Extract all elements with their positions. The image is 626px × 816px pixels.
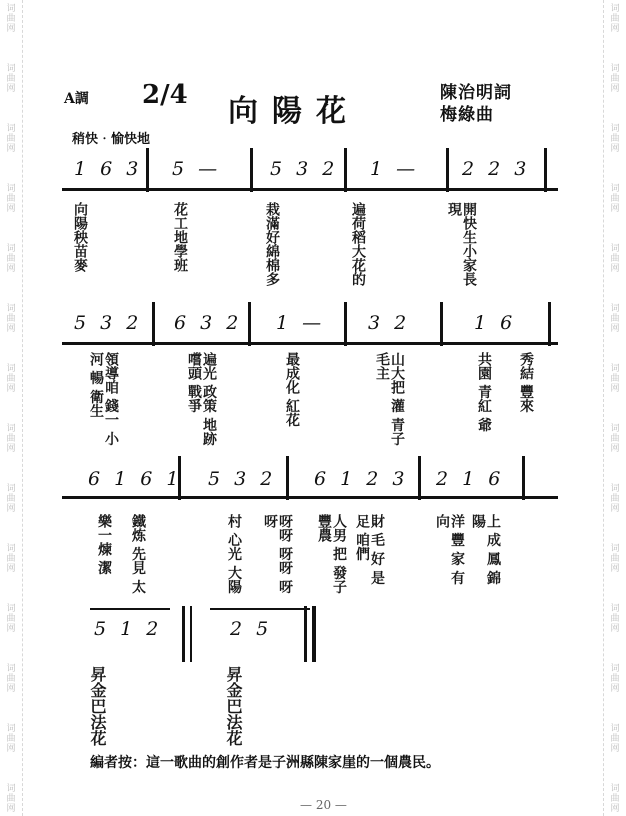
lyric-column: 鐵炼 先見 太 (130, 514, 146, 594)
watermark-char: 词 (6, 184, 16, 194)
watermark-char: 曲 (610, 614, 620, 624)
notes-measure: 1 — (370, 158, 420, 180)
watermark-group (604, 120, 626, 180)
watermark-char: 曲 (610, 434, 620, 444)
watermark-char: 曲 (610, 254, 620, 264)
watermark-char: 词 (610, 724, 620, 734)
watermark-char: 网 (610, 504, 620, 514)
watermark-char: 曲 (6, 374, 16, 384)
watermark-char: 词 (6, 724, 16, 734)
volta-bracket (210, 608, 310, 610)
watermark-char: 曲 (610, 14, 620, 24)
notes-measure: 1 6 3 (74, 158, 143, 180)
watermark-char: 网 (6, 504, 16, 514)
watermark-char: 曲 (6, 554, 16, 564)
watermark-char: 词 (6, 484, 16, 494)
lyric-column: 遍荷稻大花的 (350, 202, 366, 286)
page-number: — 20 — (300, 798, 347, 812)
watermark-char: 曲 (6, 14, 16, 24)
lyric-column: 最成化 紅花 (284, 352, 300, 427)
key-signature: A調 (64, 91, 89, 107)
lyric-column: 領導咱 錢一 小河 暢 衛生 (88, 352, 119, 446)
barline (286, 456, 289, 500)
watermark-char: 网 (610, 564, 620, 574)
barline (344, 302, 347, 346)
watermark-char: 词 (610, 484, 620, 494)
watermark-char: 词 (6, 604, 16, 614)
watermark-char: 曲 (610, 194, 620, 204)
watermark-char: 词 (6, 364, 16, 374)
watermark-char: 曲 (610, 554, 620, 564)
watermark-char: 网 (6, 324, 16, 334)
watermark-char: 网 (6, 684, 16, 694)
barline (312, 606, 316, 662)
barline (522, 456, 525, 500)
barline (250, 148, 253, 192)
watermark-group (0, 120, 22, 180)
watermark-char: 网 (610, 804, 620, 814)
lyric-column: 樂一煉 潔 (96, 514, 112, 575)
song-title: 向陽花 (228, 94, 360, 129)
barline (248, 302, 251, 346)
watermark-char: 网 (6, 564, 16, 574)
tempo-marking: 稍快‧愉快地 (72, 132, 151, 147)
notes-measure: 5 3 2 (270, 158, 339, 180)
watermark-group (0, 780, 22, 816)
notes-measure: 2 5 (230, 618, 273, 640)
notation-row-3 (62, 456, 558, 499)
watermark-group (604, 180, 626, 240)
watermark-group (0, 300, 22, 360)
lyric-column: 栽滿好綿棉多 (264, 202, 280, 286)
watermark-char: 网 (610, 84, 620, 94)
watermark-char: 网 (610, 624, 620, 634)
watermark-char: 词 (6, 244, 16, 254)
watermark-char: 网 (610, 324, 620, 334)
watermark-char: 词 (610, 304, 620, 314)
notation-row-2 (62, 302, 558, 345)
watermark-char: 曲 (6, 74, 16, 84)
watermark-group (0, 660, 22, 720)
notes-measure: 5 3 2 (208, 468, 277, 490)
notes-measure: 2 2 3 (462, 158, 531, 180)
watermark-char: 网 (610, 24, 620, 34)
watermark-char: 曲 (6, 314, 16, 324)
watermark-char: 曲 (610, 134, 620, 144)
barline (544, 148, 547, 192)
lyric-column: 開快生小家長現 (446, 202, 477, 286)
watermark-char: 曲 (610, 494, 620, 504)
watermark-char: 词 (610, 64, 620, 74)
watermark-char: 曲 (610, 314, 620, 324)
notes-measure: 6 1 2 3 (314, 468, 409, 490)
barline (182, 606, 185, 662)
time-signature: 2/4 (142, 80, 188, 110)
watermark-char: 网 (610, 684, 620, 694)
notes-measure: 5 3 2 (74, 312, 143, 334)
watermark-char: 曲 (610, 674, 620, 684)
composer-credit: 梅綠曲 (440, 105, 494, 125)
barline (418, 456, 421, 500)
lyric-column: 花工地學班 (172, 202, 188, 272)
watermark-group (0, 360, 22, 420)
volta-bracket (90, 608, 170, 610)
watermark-group (604, 780, 626, 816)
watermark-char: 词 (6, 64, 16, 74)
lyric-column: 山大把 灌 青子 毛主 (374, 352, 405, 446)
watermark-char: 曲 (6, 794, 16, 804)
watermark-char: 词 (610, 4, 620, 14)
watermark-group (604, 420, 626, 480)
watermark-char: 曲 (6, 674, 16, 684)
lyric-column: 昇金巴法花 (88, 666, 107, 746)
watermark-char: 网 (6, 204, 16, 214)
watermark-char: 曲 (610, 794, 620, 804)
watermark-char: 词 (6, 424, 16, 434)
watermark-char: 词 (610, 604, 620, 614)
watermark-char: 词 (6, 124, 16, 134)
notes-measure: 6 1 6 1 (88, 468, 183, 490)
watermark-group (604, 540, 626, 600)
watermark-char: 曲 (6, 734, 16, 744)
watermark-group (604, 60, 626, 120)
watermark-char: 词 (6, 544, 16, 554)
editor-note: 編者按：這一歌曲的創作者是子洲縣陳家崖的一個農民。 (90, 755, 440, 771)
watermark-group (0, 600, 22, 660)
lyric-column: 向陽秧苗麥 (72, 202, 88, 272)
notes-measure: 2 1 6 (436, 468, 505, 490)
barline (548, 302, 551, 346)
watermark-char: 词 (610, 184, 620, 194)
lyric-column: 遍光 政策 地跡 嚐頭 戰爭 (186, 352, 217, 446)
watermark-char: 网 (610, 264, 620, 274)
watermark-char: 词 (610, 784, 620, 794)
watermark-char: 词 (610, 664, 620, 674)
watermark-group (0, 420, 22, 480)
watermark-char: 网 (6, 384, 16, 394)
watermark-char: 网 (610, 384, 620, 394)
watermark-char: 网 (6, 24, 16, 34)
barline (446, 148, 449, 192)
lyric-column: 上 成 鳳 錦 陽 (470, 514, 501, 585)
lyricist-credit: 陳治明詞 (440, 83, 512, 103)
notation-row-4 (90, 604, 322, 660)
watermark-group (0, 540, 22, 600)
watermark-char: 词 (6, 304, 16, 314)
watermark-char: 曲 (6, 614, 16, 624)
watermark-group (0, 180, 22, 240)
notes-measure: 3 2 (368, 312, 411, 334)
watermark-char: 词 (610, 124, 620, 134)
watermark-char: 网 (6, 744, 16, 754)
watermark-group (604, 0, 626, 60)
watermark-char: 曲 (610, 374, 620, 384)
lyric-column: 洋 豐 家 有 向 (434, 514, 465, 585)
watermark-strip-left (0, 0, 23, 816)
notes-measure: 6 3 2 (174, 312, 243, 334)
watermark-group (604, 240, 626, 300)
barline (152, 302, 155, 346)
lyric-column: 共園 青紅 爺 (476, 352, 492, 432)
notes-measure: 5 — (172, 158, 222, 180)
watermark-group (604, 600, 626, 660)
lyric-column: 人男 把 發子 豐農 (316, 514, 347, 594)
watermark-char: 网 (6, 84, 16, 94)
notation-row-1 (62, 148, 558, 191)
watermark-char: 词 (610, 424, 620, 434)
watermark-group (604, 720, 626, 780)
lyric-column: 村 心光 大陽 (226, 514, 242, 594)
watermark-group (0, 720, 22, 780)
lyric-column: 財 毛 好 是足 咱們 (354, 514, 385, 585)
watermark-group (604, 480, 626, 540)
watermark-char: 词 (610, 244, 620, 254)
watermark-char: 网 (6, 264, 16, 274)
watermark-char: 网 (610, 144, 620, 154)
watermark-char: 网 (6, 444, 16, 454)
watermark-group (0, 240, 22, 300)
watermark-group (604, 360, 626, 420)
notes-measure: 5 1 2 (94, 618, 163, 640)
watermark-char: 网 (610, 444, 620, 454)
watermark-group (0, 480, 22, 540)
watermark-group (604, 300, 626, 360)
notes-measure: 1 — (276, 312, 326, 334)
watermark-char: 曲 (6, 434, 16, 444)
watermark-char: 曲 (610, 734, 620, 744)
watermark-char: 曲 (6, 494, 16, 504)
watermark-group (0, 0, 22, 60)
watermark-char: 曲 (610, 74, 620, 84)
watermark-char: 词 (6, 784, 16, 794)
barline (190, 606, 192, 662)
barline (304, 606, 307, 662)
watermark-char: 网 (6, 804, 16, 814)
watermark-char: 网 (6, 624, 16, 634)
watermark-char: 网 (6, 144, 16, 154)
lyric-column: 呀呀 呀呀 呀呀 (262, 514, 293, 594)
watermark-strip-right (603, 0, 626, 816)
watermark-char: 词 (610, 364, 620, 374)
watermark-group (0, 60, 22, 120)
watermark-char: 词 (610, 544, 620, 554)
lyric-column: 昇金巴法花 (224, 666, 243, 746)
barline (146, 148, 149, 192)
barline (440, 302, 443, 346)
watermark-char: 词 (6, 4, 16, 14)
notes-measure: 1 6 (474, 312, 517, 334)
watermark-char: 网 (610, 744, 620, 754)
barline (344, 148, 347, 192)
watermark-char: 曲 (6, 134, 16, 144)
watermark-char: 曲 (6, 194, 16, 204)
watermark-group (604, 660, 626, 720)
watermark-char: 曲 (6, 254, 16, 264)
watermark-char: 词 (6, 664, 16, 674)
lyric-column: 秀結 豐來 (518, 352, 534, 413)
watermark-char: 网 (610, 204, 620, 214)
